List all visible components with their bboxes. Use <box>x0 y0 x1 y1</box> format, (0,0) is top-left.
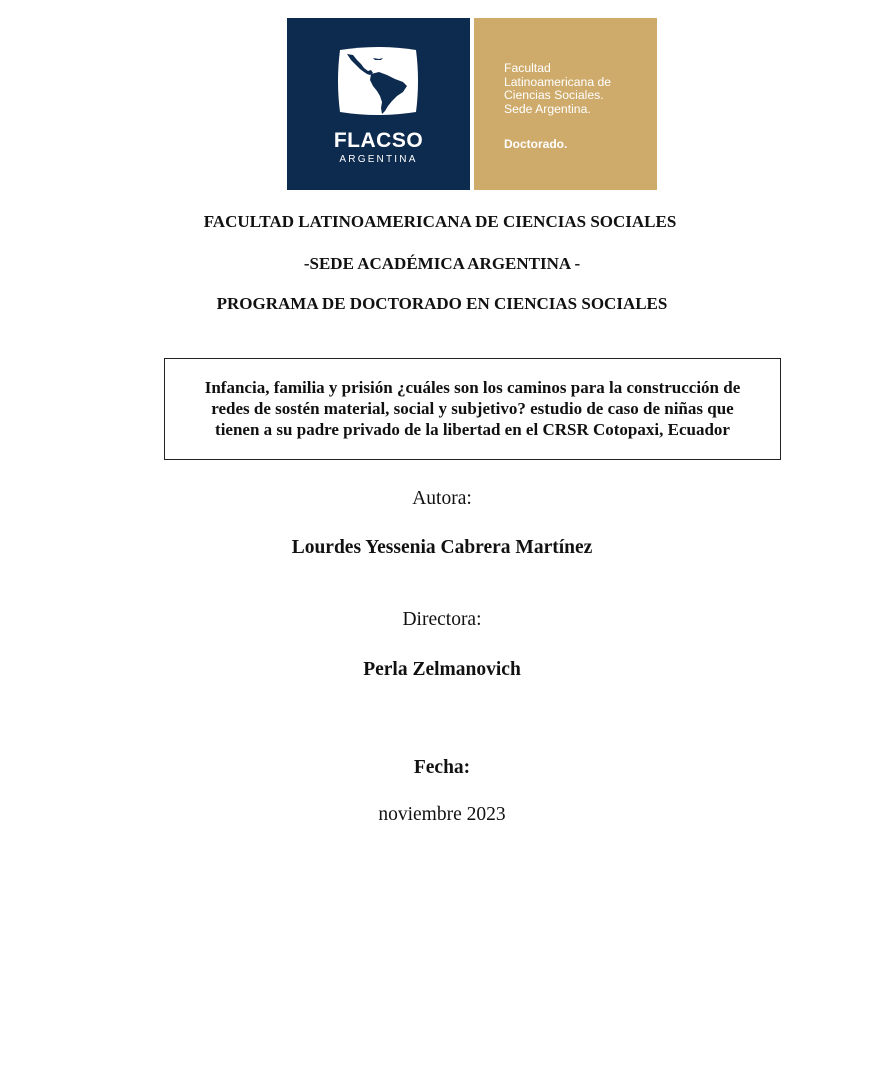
thesis-title-line: tienen a su padre privado de la libertad en el CRSR Cotopaxi, Ecuador <box>215 420 730 439</box>
thesis-title-box <box>164 358 781 460</box>
thesis-title-line: Infancia, familia y prisión ¿cuáles son los caminos para la construcción de <box>204 378 741 397</box>
logo-description-line: Ciencias Sociales. <box>504 88 604 102</box>
date-label: Fecha: <box>413 757 471 778</box>
logo-brand-name: FLACSO <box>333 129 424 152</box>
seat-heading: -SEDE ACADÉMICA ARGENTINA - <box>303 254 581 273</box>
logo-description <box>504 62 654 116</box>
flacso-logo <box>287 18 657 190</box>
director-label: Directora: <box>402 609 482 630</box>
thesis-title-line: redes de sostén material, social y subjetivo? estudio de caso de niñas que <box>211 399 734 418</box>
logo-description-line: Latinoamericana de <box>504 74 612 89</box>
institution-heading: FACULTAD LATINOAMERICANA DE CIENCIAS SOCIALES <box>203 212 677 231</box>
logo-brand-country: ARGENTINA <box>339 154 418 165</box>
date-value: noviembre 2023 <box>378 804 506 825</box>
director-name: Perla Zelmanovich <box>363 659 521 680</box>
author-name: Lourdes Yessenia Cabrera Martínez <box>291 537 593 558</box>
logo-description-line: Sede Argentina. <box>504 101 591 116</box>
program-heading: PROGRAMA DE DOCTORADO EN CIENCIAS SOCIALES <box>216 294 668 313</box>
logo-description-line: Facultad <box>504 61 551 75</box>
logo-description-panel <box>474 18 657 190</box>
logo-brand-panel <box>287 18 470 190</box>
author-label: Autora: <box>412 488 472 509</box>
latin-america-map-icon <box>337 46 419 116</box>
thesis-title <box>165 377 780 440</box>
logo-degree: Doctorado. <box>504 137 568 151</box>
